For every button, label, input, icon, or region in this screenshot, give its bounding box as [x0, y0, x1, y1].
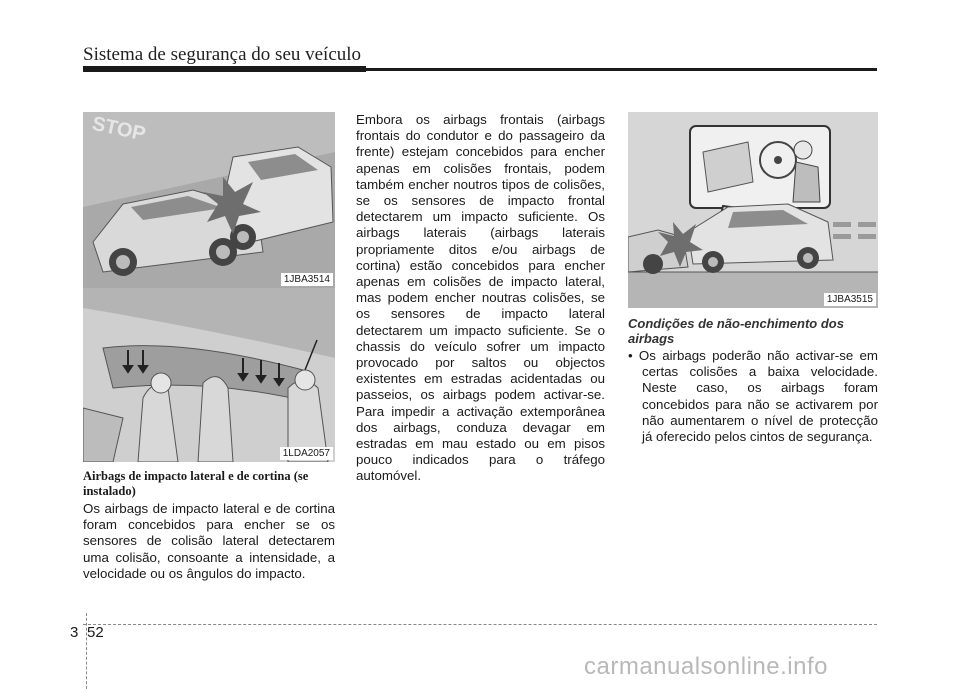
- side-collision-illustration: [83, 112, 335, 288]
- figure-caption: Airbags de impacto lateral e de cortina (se instalado): [83, 469, 309, 498]
- footer-rule: [83, 624, 877, 625]
- low-speed-collision-illustration: [628, 112, 878, 308]
- list-item: • Os airbags poderão não activar-se em certas colisões a baixa velocidade. Neste caso, os airbags foram concebidos para não se activarem por não aumentarem o nível de protecção já oferecido pelos cintos de segurança.: [628, 348, 878, 445]
- figure-code: 1LDA2057: [280, 447, 333, 460]
- side-airbag-description: Os airbags de impacto lateral e de cortina foram concebidos para encher se os sensores de colisão lateral detectarem uma colisão, consoante a intensidade, a velocidade ou os ângulos do impacto.: [83, 501, 335, 581]
- header-rule-accent: [83, 66, 366, 72]
- page-number: 52: [87, 624, 104, 641]
- header-title: Sistema de segurança do seu veículo: [83, 44, 362, 65]
- chapter-number: 3: [70, 624, 79, 641]
- airbag-activation-text: Embora os airbags frontais (airbags frontais do condutor e do passageiro da frente) estejam concebidos para encher apenas em colisões frontais, podem também encher noutros tipos de colisões, se os sensores de impacto frontal detectarem um impacto suficiente. Os airbags laterais (airbags laterais propriamente ditos e/ou airbags de cortina) estão concebidos para encher apenas em colisões de impacto lateral, mas podem encher noutras colisões, se os sensores de impacto lateral detectarem um impacto suficiente. Se o chassis do veículo sofrer um impacto provocado por saltos ou objectos existentes em estradas acidentadas ou passeios, os airbags podem activar-se. Para impedir a activação extemporânea dos airbags, conduza devagar em estradas em mau estado ou em pisos pouco indicados para o tráfego automóvel.: [356, 112, 605, 484]
- low-speed-collision-drawing: [628, 112, 878, 308]
- curtain-airbag-drawing: [83, 288, 335, 462]
- svg-text:STOP: STOP: [90, 112, 148, 146]
- watermark: carmanualsonline.info: [584, 653, 828, 680]
- side-collision-drawing: [83, 112, 335, 288]
- section-heading: Condições de não-enchimento dos airbags: [628, 316, 844, 346]
- figure-code: 1JBA3514: [281, 273, 333, 286]
- curtain-airbag-illustration: [83, 288, 335, 462]
- figure-code: 1JBA3515: [824, 293, 876, 306]
